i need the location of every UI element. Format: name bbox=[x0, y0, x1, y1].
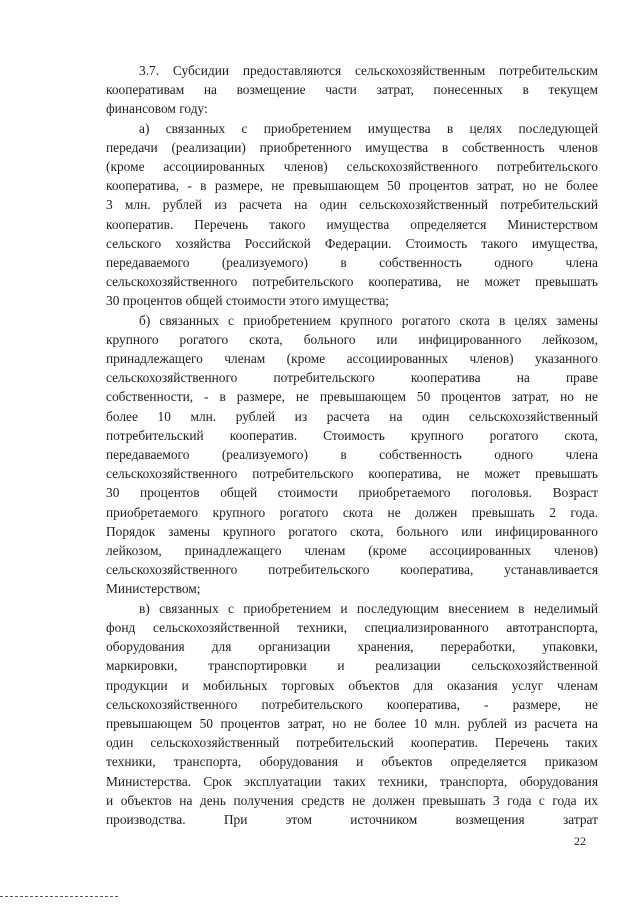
page-number: 22 bbox=[574, 834, 586, 848]
text-line: 30 процентов общей стоимости этого имущества; bbox=[106, 293, 390, 309]
text-line: кооператива, - в размере, не превышающем 50 процентов затрат, но не более bbox=[106, 178, 598, 194]
text-line: продукции и мобильных торговых объектов для оказания услуг членам bbox=[106, 677, 598, 693]
text-line: Порядок замены крупного рогатого скота, больного или инфицированного bbox=[106, 523, 598, 539]
text-line: сельскохозяйственного потребительского кооператива на праве bbox=[106, 370, 598, 386]
footer-divider bbox=[0, 896, 118, 897]
text-line: производства. При этом источником возмещения затрат bbox=[106, 811, 598, 827]
text-line: 3.7. Субсидии предоставляются сельскохозяйственным потребительским bbox=[139, 63, 598, 78]
text-line: финансовом году: bbox=[106, 101, 208, 117]
text-line: маркировки, транспортировки и реализации сельскохозяйственной bbox=[106, 658, 598, 674]
text-line: б) связанных с приобретением крупного рогатого скота в целях замены bbox=[139, 312, 598, 328]
text-line: превышающем 50 процентов затрат, но не более 10 млн. рублей из расчета на bbox=[106, 715, 598, 731]
text-line: оборудования для организации хранения, переработки, упаковки, bbox=[106, 639, 598, 655]
text-line: кооперативам на возмещение части затрат, понесенных в текущем bbox=[106, 82, 598, 98]
text-line: и объектов на день получения средств не должен превышать 3 года с года их bbox=[106, 792, 598, 808]
text-line: а) связанных с приобретением имущества в целях последующей bbox=[139, 120, 598, 136]
text-line: (кроме ассоциированных членов) сельскохозяйственного потребительского bbox=[106, 159, 598, 175]
text-line: фонд сельскохозяйственной техники, специализированного автотранспорта, bbox=[106, 619, 598, 635]
text-line: сельскохозяйственного потребительского кооператива, устанавливается bbox=[106, 562, 598, 578]
text-line: Министерства. Срок эксплуатации таких техники, транспорта, оборудования bbox=[106, 773, 598, 789]
text-line: один сельскохозяйственный потребительский кооператив. Перечень таких bbox=[106, 735, 598, 751]
text-line: кооператив. Перечень такого имущества определяется Министерством bbox=[106, 216, 598, 232]
text-line: крупного рогатого скота, больного или инфицированного лейкозом, bbox=[106, 331, 598, 347]
text-line: в) связанных с приобретением и последующим внесением в неделимый bbox=[139, 600, 598, 616]
text-line: сельскохозяйственного потребительского кооператива, не может превышать bbox=[106, 274, 598, 290]
text-line: передаваемого (реализуемого) в собственность одного члена bbox=[106, 255, 598, 271]
text-line: потребительский кооператив. Стоимость крупного рогатого скота, bbox=[106, 427, 598, 443]
text-line: лейкозом, принадлежащего членам (кроме ассоциированных членов) bbox=[106, 543, 598, 559]
text-line: передачи (реализации) приобретенного имущества в собственность членов bbox=[106, 139, 598, 155]
text-line: собственности, - в размере, не превышающем 50 процентов затрат, но не bbox=[106, 389, 598, 405]
text-line: передаваемого (реализуемого) в собственность одного члена bbox=[106, 447, 598, 463]
text-line: техники, транспорта, оборудования и объектов определяется приказом bbox=[106, 754, 598, 770]
text-line: сельскохозяйственного потребительского кооператива, - размере, не bbox=[106, 696, 598, 712]
text-line: сельскохозяйственного потребительского кооператива, не может превышать bbox=[106, 466, 598, 482]
text-line: приобретаемого крупного рогатого скота не должен превышать 2 года. bbox=[106, 504, 598, 520]
document-body bbox=[106, 61, 598, 829]
text-line: более 10 млн. рублей из расчета на один сельскохозяйственный bbox=[106, 408, 598, 424]
text-line: 3 млн. рублей из расчета на один сельскохозяйственный потребительский bbox=[106, 197, 598, 213]
text-line: сельского хозяйства Российской Федерации. Стоимость такого имущества, bbox=[106, 235, 598, 251]
text-line: 30 процентов общей стоимости приобретаемого поголовья. Возраст bbox=[106, 485, 598, 501]
text-line: принадлежащего членам (кроме ассоциированных членов) указанного bbox=[106, 351, 598, 367]
text-line: Министерством; bbox=[106, 581, 201, 597]
